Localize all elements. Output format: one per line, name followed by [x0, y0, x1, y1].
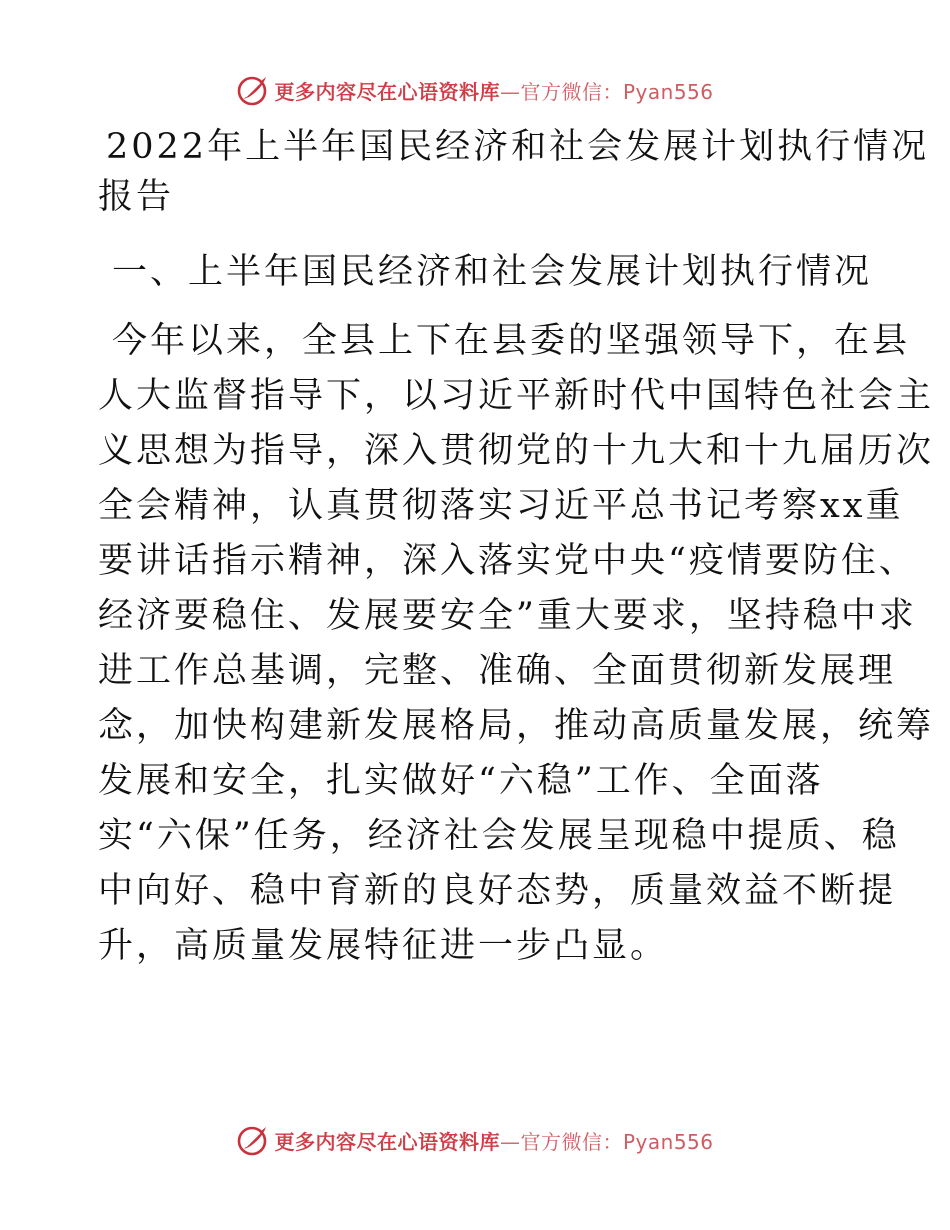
- paragraph-line: 进工作总基调，完整、准确、全面贯彻新发展理: [98, 651, 897, 691]
- document-title: [98, 122, 930, 222]
- banner-separator: —: [499, 1129, 521, 1154]
- banner-text: [274, 76, 713, 105]
- paragraph-line: 今年以来，全县上下在县委的坚强领导下，在县: [112, 321, 911, 361]
- banner-wechat-id: Pyan556: [622, 1129, 714, 1154]
- banner-wechat-id: Pyan556: [622, 79, 714, 104]
- document-title-line-1: 2022年上半年国民经济和社会发展计划执行情况: [106, 127, 930, 167]
- document-title-line-2: 报告: [98, 177, 175, 217]
- footer-banner: [0, 1120, 950, 1160]
- paragraph-line: 发展和安全，扎实做好“六稳”工作、全面落: [98, 761, 824, 801]
- document-body: [98, 122, 935, 974]
- banner-brand: 更多内容尽在心语资料库: [274, 79, 500, 104]
- banner-wechat-label: 官方微信：: [520, 79, 623, 104]
- paragraph-line: 念，加快构建新发展格局，推动高质量发展，统筹: [98, 706, 935, 746]
- paragraph-line: 全会精神，认真贯彻落实习近平总书记考察xx重: [98, 486, 904, 526]
- paragraph-line: 中向好、稳中育新的良好态势，质量效益不断提: [98, 871, 897, 911]
- feather-quill-logo-icon: [236, 1123, 270, 1157]
- section-heading: 一、上半年国民经济和社会发展计划执行情况: [112, 252, 873, 292]
- paragraph-line: 要讲话指示精神，深入落实党中央“疫情要防住、: [98, 541, 917, 581]
- banner-separator: —: [499, 79, 521, 104]
- paragraph-line: 义思想为指导，深入贯彻党的十九大和十九届历次: [98, 431, 935, 471]
- banner-text: [274, 1126, 713, 1155]
- banner-brand: 更多内容尽在心语资料库: [274, 1129, 500, 1154]
- paragraph-line: 经济要稳住、发展要安全”重大要求，坚持稳中求: [98, 596, 917, 636]
- feather-quill-logo-icon: [236, 73, 270, 107]
- header-banner: [0, 70, 950, 110]
- paragraph-line: 升，高质量发展特征进一步凸显。: [98, 926, 669, 966]
- body-paragraph: [98, 314, 935, 974]
- paragraph-line: 实“六保”任务，经济社会发展呈现稳中提质、稳: [98, 816, 900, 856]
- paragraph-line: 人大监督指导下，以习近平新时代中国特色社会主: [98, 376, 935, 416]
- banner-wechat-label: 官方微信：: [520, 1129, 623, 1154]
